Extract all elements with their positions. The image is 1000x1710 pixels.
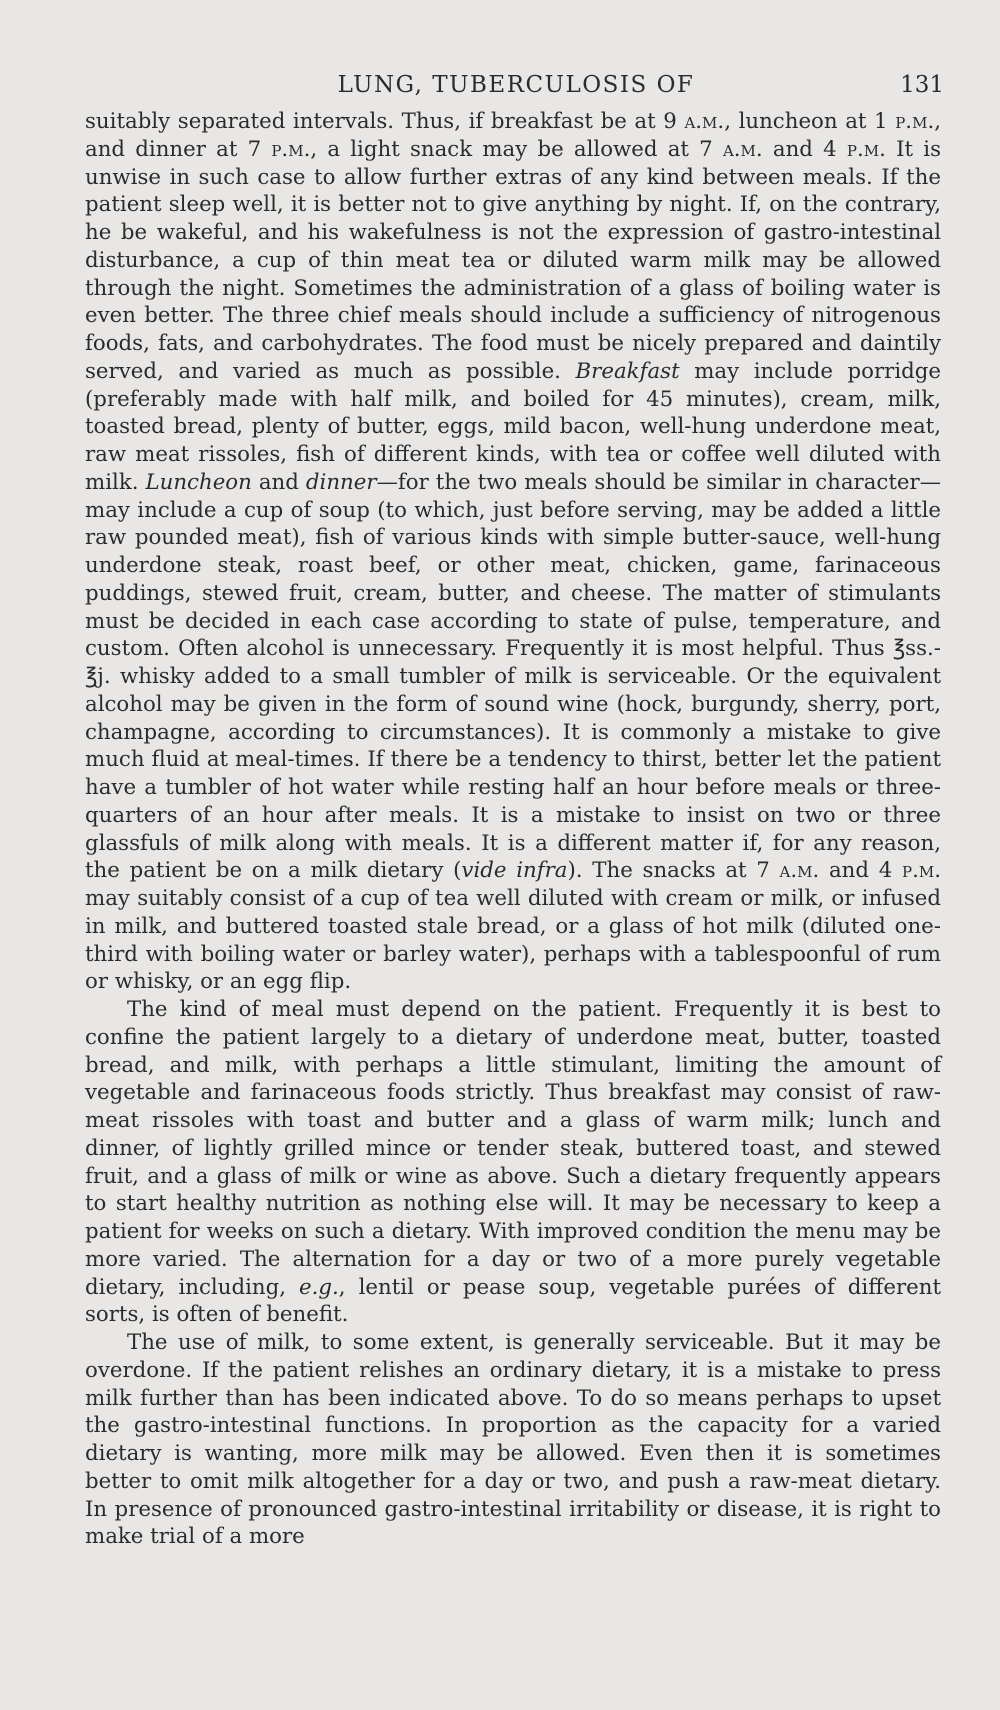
paragraph [85,108,941,996]
small-caps-text: a.m. [779,858,820,884]
text-run: The kind of meal must depend on the patient. Frequently it is best to confine the patient largely to a dietary of underdone meat, butter, toasted bread, and milk, with perhaps a little stimulant, limiting the amount of vegetable and farinaceous foods strictly. Thus breakfast may consist of raw-meat rissoles with toast and butter and a glass of warm milk; lunch and dinner, of lightly grilled mince or tender steak, buttered toast, and stewed fruit, and a glass of milk or wine as above. Such a dietary frequently appears to start healthy nutrition as nothing else will. It may be necessary to keep a patient for weeks on such a dietary. With improved condition the menu may be more varied. The alternation for a day or two of a more purely vegetable dietary, including, [85,997,941,1300]
text-run: and 4 [762,136,847,162]
text-run: and 4 [819,858,902,884]
text-run: The use of milk, to some extent, is generally serviceable. But it may be overdone. If the patient relishes an ordinary dietary, it is a mistake to press milk further than has been indicated above. To do so means perhaps to upset the gastro-intestinal functions. In proportion as the capacity for a varied dietary is wanting, more milk may be allowed. Even then it is sometimes better to omit milk altogether for a day or two, and push a raw-meat dietary. In presence of pronounced gastro-intestinal irritability or disease, it is right to make trial of a more [85,1330,941,1550]
paragraph [85,996,941,1329]
italic-text: vide infra [461,858,568,884]
text-run: , and dinner at 7 [85,109,941,162]
italic-text: Breakfast [575,358,680,384]
text-run: It is unwise in such case to allow further extras of any kind between meals. If the patient sleep well, it is better not to give anything by night. If, on the contrary, he be wakeful, and his wakefulness is not the expression of gastro-intestinal disturbance, a cup of thin meat tea or diluted warm milk may be allowed through the night. Sometimes the administration of a glass of boiling water is even better. The three chief meals should include a sufficiency of nitrogenous foods, fats, and carbohydrates. The food must be nicely prepared and daintily served, and varied as much as possible. [85,136,942,384]
body-text [85,108,941,1551]
page-header [88,58,944,98]
italic-text: dinner [305,469,377,495]
italic-text: Luncheon [145,469,252,495]
text-run: may suitably consist of a cup of tea well diluted with cream or milk, or infused in milk, and buttered toasted stale bread, or a glass of hot milk (diluted one-third with boiling water or barley water), perhaps with a tablespoonful of rum or whisky, or an egg flip. [85,886,941,995]
small-caps-text: p.m. [902,858,941,884]
text-run: ). The snacks at 7 [567,858,780,884]
running-title: LUNG, TUBERCULOSIS OF [337,72,695,98]
small-caps-text: p.m. [846,136,886,162]
small-caps-text: a.m. [722,136,763,162]
page-number: 131 [900,72,944,98]
italic-text: e.g. [299,1274,339,1300]
text-run: —for the two meals should be similar in character—may include a cup of soup (to which, just before serving, may be added a little raw pounded meat), fish of various kinds with simple butter-sauce, well-hung underdone steak, roast beef, or other meat, chicken, game, farinaceous puddings, stewed fruit, cream, butter, and cheese. The matter of stimulants must be decided in each case according to state of pulse, temperature, and custom. Often alcohol is unnecessary. Frequently it is most helpful. Thus ℥ss.-℥j. whisky added to a small tumbler of milk is serviceable. Or the equivalent alcohol may be given in the form of sound wine (hock, burgundy, sherry, port, champagne, according to circumstances). It is commonly a mistake to give much fluid at meal-times. If there be a tendency to thirst, better let the patient have a tumbler of hot water while resting half an hour before meals or three-quarters of an hour after meals. It is a mistake to insist on two or three glassfuls of milk along with meals. It is a different matter if, for any reason, the patient be on a milk dietary ( [85,469,941,884]
paragraph [85,1329,941,1551]
text-run: may include porridge (preferably made with half milk, and boiled for 45 minutes), cream, milk, toasted bread, plenty of butter, eggs, mild bacon, well-hung underdone meat, raw meat rissoles, fish of different kinds, with tea or coffee well diluted with milk. [85,358,942,495]
text-run: and [251,469,306,495]
small-caps-text: p.m. [895,109,935,134]
text-run: suitably separated intervals. Thus, if breakfast be at 9 [85,109,685,134]
small-caps-text: a.m. [684,109,725,134]
text-run: , a light snack may be allowed at 7 [310,136,723,162]
text-run: , luncheon at 1 [724,109,896,134]
small-caps-text: p.m. [271,136,311,162]
text-run: , lentil or pease soup, vegetable purées of different sorts, is often of benefit. [85,1274,942,1328]
